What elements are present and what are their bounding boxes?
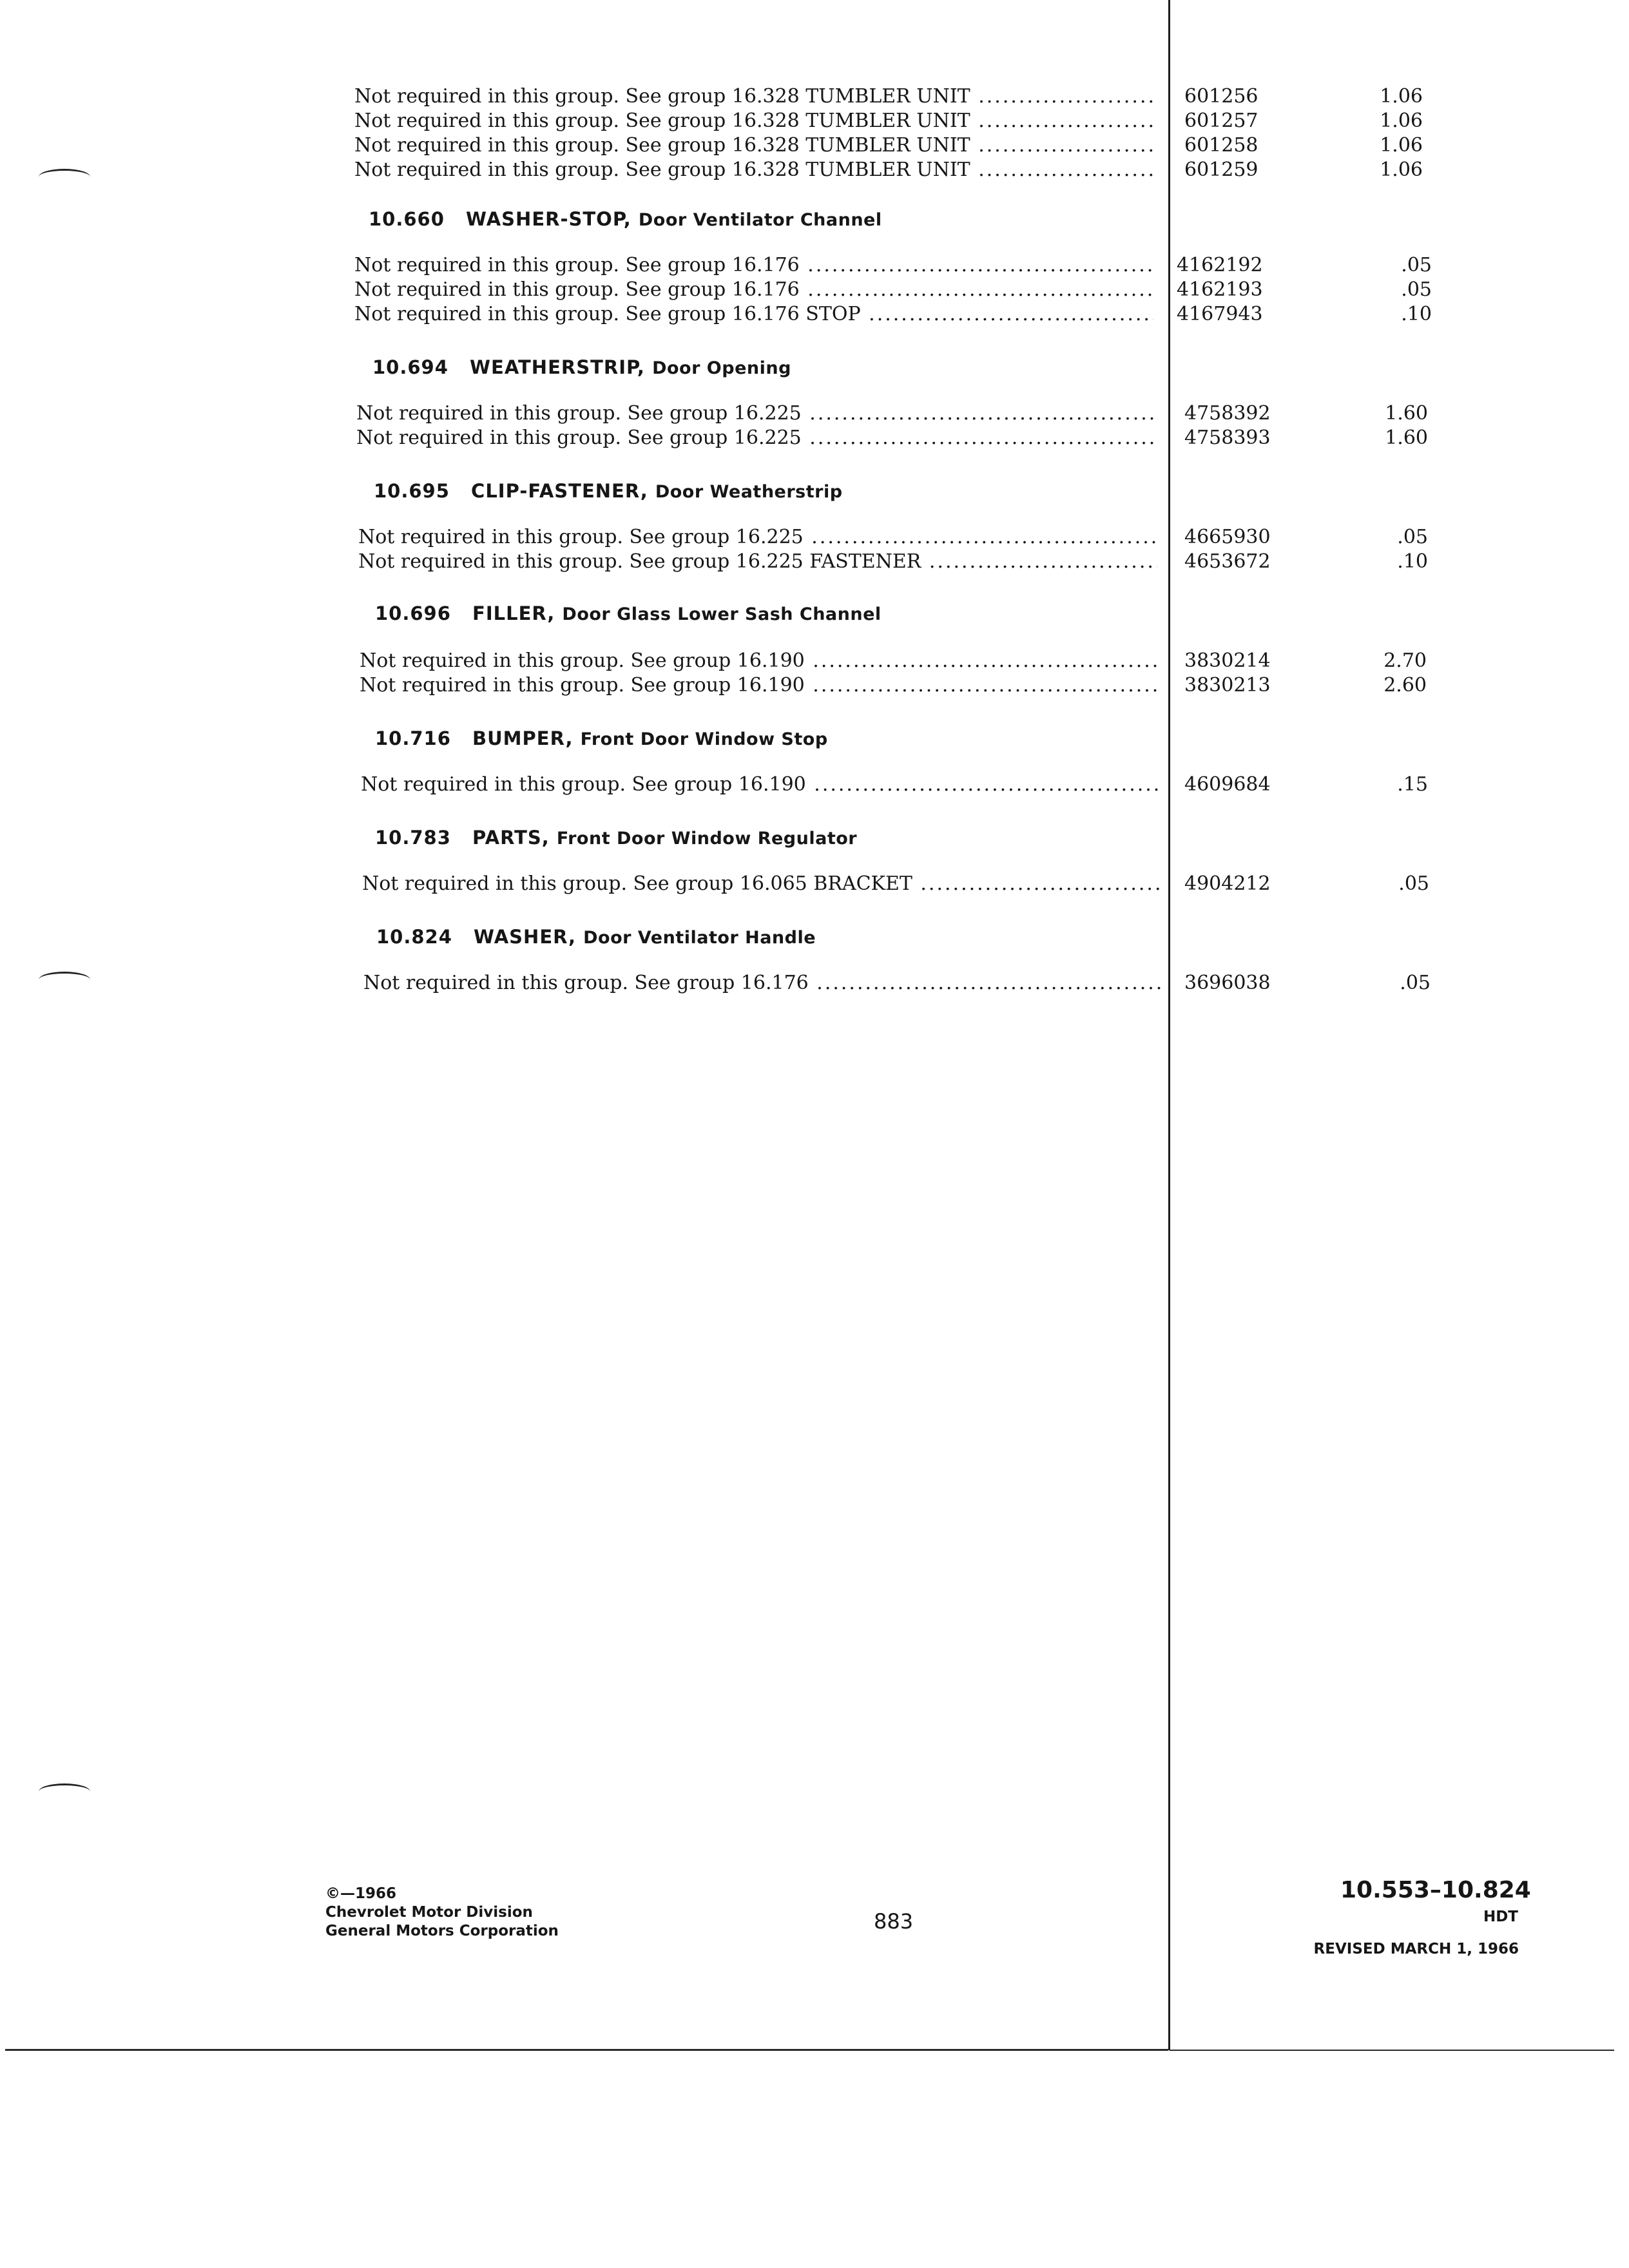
item-price: 2.60 bbox=[1383, 674, 1427, 697]
group-range: 10.553–10.824 bbox=[1340, 1877, 1531, 1903]
group-heading bbox=[369, 205, 882, 233]
part-number: 4162193 bbox=[1177, 278, 1263, 301]
item-description: Not required in this group. See group 16.190 ..... bbox=[361, 772, 1160, 798]
group-number: 10.696 bbox=[375, 602, 451, 624]
item-description: Not required in this group. See group 16.176 ..... bbox=[363, 970, 1162, 996]
group-number: 10.660 bbox=[369, 208, 445, 230]
group-number: 10.716 bbox=[375, 727, 451, 749]
group-heading bbox=[374, 477, 843, 505]
item-price: 2.70 bbox=[1383, 649, 1427, 672]
table-row bbox=[0, 524, 1629, 550]
item-description: Not required in this group. See group 16.176 ..... bbox=[354, 253, 1153, 278]
group-name: FILLER, bbox=[472, 602, 555, 624]
table-row bbox=[0, 157, 1629, 183]
group-subtitle: Door Opening bbox=[652, 358, 791, 378]
item-description: Not required in this group. See group 16.225 FASTENER ..... bbox=[358, 549, 1157, 575]
part-number: 4758392 bbox=[1184, 402, 1271, 425]
item-description: Not required in this group. See group 16.190 ..... bbox=[360, 673, 1159, 698]
item-price: 1.06 bbox=[1380, 134, 1423, 157]
table-row bbox=[0, 253, 1629, 278]
table-row bbox=[0, 277, 1629, 303]
group-number: 10.694 bbox=[372, 356, 448, 378]
item-price: 1.60 bbox=[1385, 402, 1428, 425]
item-price: .10 bbox=[1397, 550, 1428, 573]
group-subtitle: Door Ventilator Channel bbox=[638, 210, 882, 230]
group-heading bbox=[375, 724, 828, 753]
item-price: 1.06 bbox=[1380, 159, 1423, 181]
table-row bbox=[0, 673, 1629, 698]
part-number: 601258 bbox=[1184, 134, 1258, 157]
part-number: 4162192 bbox=[1177, 254, 1263, 276]
bottom-rule-left bbox=[5, 2049, 1168, 2051]
item-description: Not required in this group. See group 16.225 ..... bbox=[358, 524, 1157, 550]
revision-date: REVISED MARCH 1, 1966 bbox=[1313, 1941, 1519, 1957]
part-number: 601257 bbox=[1184, 110, 1258, 132]
group-heading bbox=[375, 823, 857, 852]
part-number: 3830213 bbox=[1184, 674, 1271, 697]
item-description: Not required in this group. See group 16.190 ..... bbox=[360, 648, 1159, 674]
group-subtitle: Door Ventilator Handle bbox=[583, 928, 816, 948]
item-price: .05 bbox=[1397, 526, 1428, 548]
bottom-rule-right bbox=[1170, 2050, 1614, 2051]
item-price: 1.06 bbox=[1380, 110, 1423, 132]
part-number: 4904212 bbox=[1184, 872, 1271, 895]
group-name: WEATHERSTRIP, bbox=[470, 356, 645, 378]
footer-publisher bbox=[325, 1885, 559, 1941]
part-number: 601256 bbox=[1184, 85, 1258, 108]
part-number: 3696038 bbox=[1184, 972, 1271, 994]
group-name: WASHER-STOP, bbox=[466, 208, 631, 230]
part-number: 4167943 bbox=[1177, 303, 1263, 325]
item-description: Not required in this group. See group 16.176 ..... bbox=[354, 277, 1153, 303]
group-heading bbox=[375, 599, 882, 628]
table-row bbox=[0, 648, 1629, 674]
group-name: CLIP-FASTENER, bbox=[471, 480, 648, 502]
part-number: 4609684 bbox=[1184, 773, 1271, 796]
table-row bbox=[0, 425, 1629, 451]
group-subtitle: Front Door Window Stop bbox=[580, 729, 828, 749]
item-description: Not required in this group. See group 16.328 TUMBLER UNIT ..... bbox=[354, 108, 1153, 134]
part-number: 4758393 bbox=[1184, 427, 1271, 449]
item-price: 1.06 bbox=[1380, 85, 1423, 108]
group-heading bbox=[372, 353, 791, 381]
binder-punch-mark-bottom bbox=[39, 1783, 90, 1800]
item-description: Not required in this group. See group 16.225 ..... bbox=[356, 425, 1155, 451]
corporation-line: General Motors Corporation bbox=[325, 1923, 559, 1939]
group-subtitle: Front Door Window Regulator bbox=[556, 829, 858, 849]
group-subtitle: Door Weatherstrip bbox=[655, 482, 843, 502]
series-code: HDT bbox=[1483, 1908, 1518, 1925]
item-description: Not required in this group. See group 16.225 ..... bbox=[356, 401, 1155, 427]
item-description: Not required in this group. See group 16.328 TUMBLER UNIT ..... bbox=[354, 133, 1153, 159]
item-description: Not required in this group. See group 16.328 TUMBLER UNIT ..... bbox=[354, 157, 1153, 183]
part-number: 4653672 bbox=[1184, 550, 1271, 573]
item-price: .15 bbox=[1397, 773, 1428, 796]
part-number: 4665930 bbox=[1184, 526, 1271, 548]
group-heading bbox=[376, 923, 816, 951]
group-name: WASHER, bbox=[474, 926, 577, 948]
item-price: .05 bbox=[1401, 278, 1432, 301]
group-number: 10.695 bbox=[374, 480, 450, 502]
table-row bbox=[0, 84, 1629, 110]
table-row bbox=[0, 970, 1629, 996]
page-number: 883 bbox=[874, 1909, 914, 1934]
item-price: 1.60 bbox=[1385, 427, 1428, 449]
part-number: 3830214 bbox=[1184, 649, 1271, 672]
table-row bbox=[0, 302, 1629, 327]
group-subtitle: Door Glass Lower Sash Channel bbox=[562, 604, 882, 624]
item-price: .10 bbox=[1401, 303, 1432, 325]
group-number: 10.783 bbox=[375, 827, 451, 849]
group-number: 10.824 bbox=[376, 926, 452, 948]
copyright-line: ©—1966 bbox=[325, 1885, 397, 1902]
table-row bbox=[0, 401, 1629, 427]
part-number: 601259 bbox=[1184, 159, 1258, 181]
item-price: .05 bbox=[1401, 254, 1432, 276]
item-description: Not required in this group. See group 16.328 TUMBLER UNIT ..... bbox=[354, 84, 1153, 110]
item-description: Not required in this group. See group 16.176 STOP ..... bbox=[354, 302, 1153, 327]
item-price: .05 bbox=[1398, 872, 1429, 895]
item-description: Not required in this group. See group 16.065 BRACKET ..... bbox=[362, 871, 1161, 897]
table-row bbox=[0, 772, 1629, 798]
item-price: .05 bbox=[1400, 972, 1431, 994]
group-name: BUMPER, bbox=[472, 727, 574, 749]
table-row bbox=[0, 108, 1629, 134]
table-row bbox=[0, 549, 1629, 575]
table-row bbox=[0, 871, 1629, 897]
table-row bbox=[0, 133, 1629, 159]
group-name: PARTS, bbox=[472, 827, 550, 849]
division-line: Chevrolet Motor Division bbox=[325, 1904, 533, 1921]
